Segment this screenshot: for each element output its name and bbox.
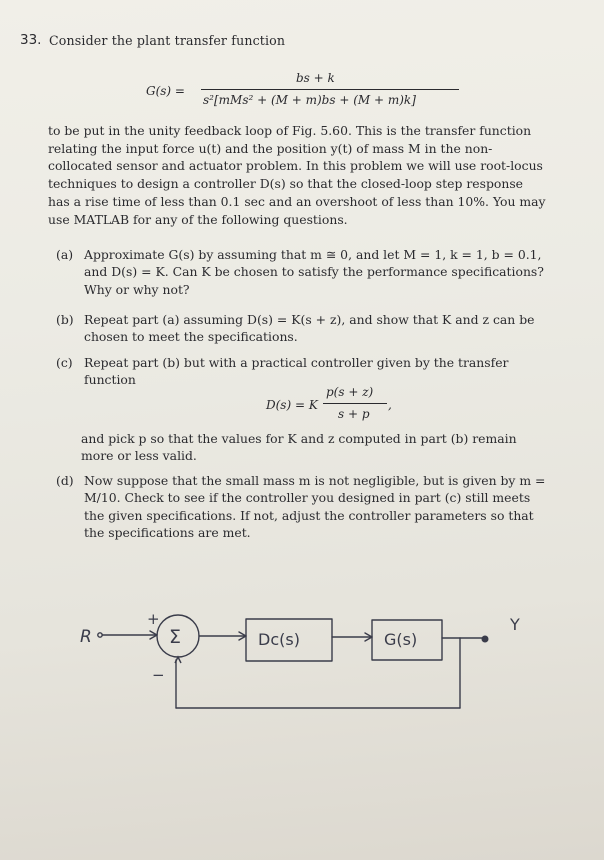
problem-number: 33. [20,32,42,48]
ds-denominator: s + p [338,407,370,421]
ds-comma: , [388,398,392,412]
output-label: Y [510,615,520,634]
part-c-label: (c) [56,355,73,370]
plus-sign: + [147,610,160,628]
part-a-label: (a) [56,247,74,262]
controller-label: Dc(s) [258,630,300,649]
problem-body: to be put in the unity feedback loop of Fig. 5.60. This is the transfer function relating the input force u(t) and the position y(t) of mass M in the non-collocated sensor and actuator problem. In this problem we will use root-locus techniques to design a controller D(s) so that the closed-loop step response has a rise time of less than 0.1 sec and an overshoot of less than 10%. You may use MATLAB for any of the following questions. [48,123,546,227]
gs-numerator: bs + k [296,71,335,85]
part-b [56,311,556,351]
sum-symbol: Σ [169,626,182,648]
problem-lead: Consider the plant transfer function [49,33,286,48]
input-label: R [80,627,92,647]
part-d [56,472,556,552]
plant-label: G(s) [384,630,418,649]
ds-fraction-bar [323,403,387,404]
part-c-continued: and pick p so that the values for K and z computed in part (b) remain more or less valid. [81,431,517,464]
gs-denominator: s²[mMs² + (M + m)bs + (M + m)k] [203,93,416,107]
part-c-text: Repeat part (b) but with a practical controller given by the transfer function [84,355,509,388]
ds-numerator: p(s + z) [326,385,374,399]
feedback-arrowhead [175,657,181,663]
part-d-label: (d) [56,473,74,488]
feedback-loop-sketch [0,600,604,730]
output-node [482,636,489,643]
part-d-text: Now suppose that the small mass m is not negligible, but is given by m = M/10. Check to see if the controller you designed in part (c) still meets the given specifications. If not, adjust the controller parameters so that the specifications are met. [84,473,546,541]
gs-fraction-bar [201,89,459,90]
part-b-label: (b) [56,312,74,327]
part-a-text: Approximate G(s) by assuming that m ≅ 0, and let M = 1, k = 1, b = 0.1, and D(s) = K. Can K be chosen to satisfy the performance specifications? Why or why not? [84,247,544,297]
minus-sign: − [152,666,165,684]
ds-lhs: D(s) = K [266,398,318,412]
part-a [56,246,556,306]
part-c [56,354,556,394]
gs-lhs: G(s) = [146,84,185,98]
part-b-text: Repeat part (a) assuming D(s) = K(s + z), and show that K and z can be chosen to meet the specifications. [84,312,535,345]
